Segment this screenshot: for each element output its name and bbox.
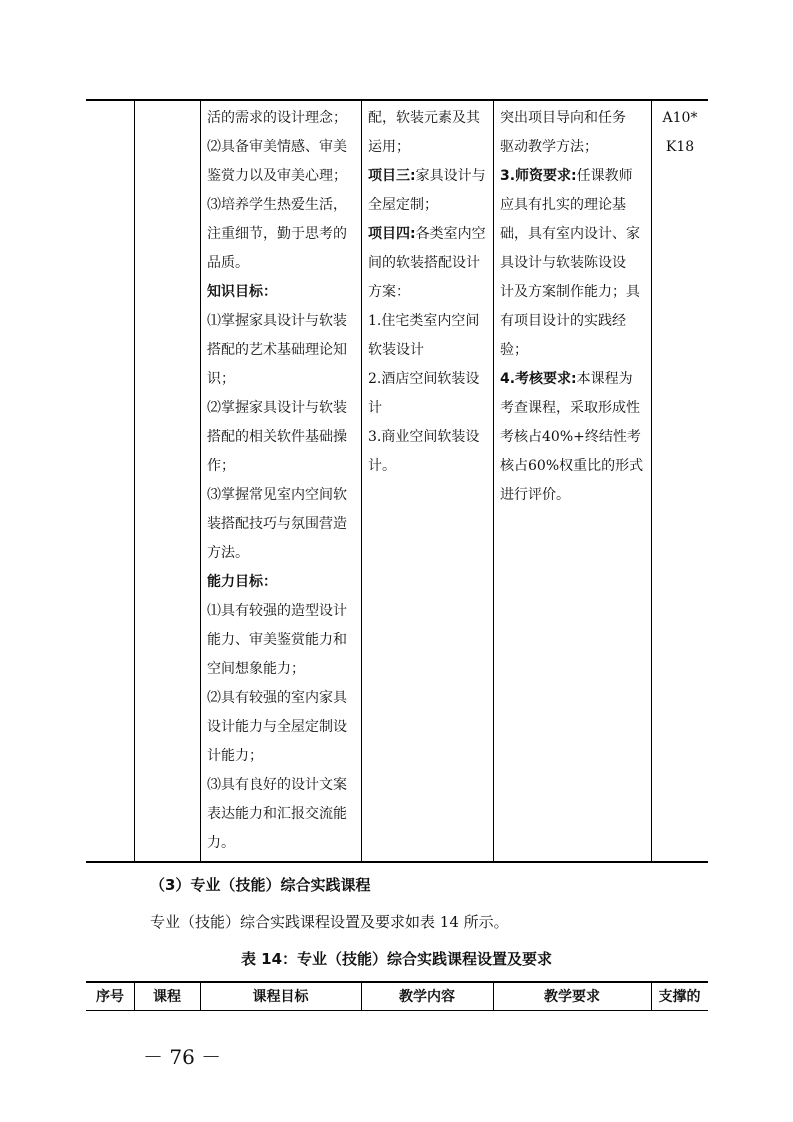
table14-header-bottom-border [86, 1010, 708, 1011]
knowledge-goals-heading: 知识目标： [207, 284, 277, 300]
table14-top-border [86, 981, 708, 983]
goal-line: 装搭配技巧与氛围营造 [207, 516, 347, 532]
column-divider [361, 100, 362, 862]
goal-line: 搭配的艺术基础理论知 [207, 342, 347, 358]
goal-line: ⑵掌握家具设计与软装 [207, 400, 347, 416]
body-text: 专业（技能）综合实践课程设置及要求如表 14 所示。 [150, 913, 509, 931]
project-three-text: 家具设计与 [415, 168, 486, 184]
teaching-requirements-cell [500, 104, 649, 510]
teacher-requirement-line [500, 162, 649, 191]
goal-line: 注重细节，勤于思考的 [207, 226, 347, 242]
column-divider [134, 100, 135, 862]
content-line: 计 [368, 400, 382, 416]
goal-line: 计能力； [207, 748, 263, 764]
goal-line: 力。 [207, 835, 235, 851]
content-line: 3.商业空间软装设 [368, 429, 480, 445]
section-heading: （3）专业（技能）综合实践课程 [150, 876, 371, 894]
goal-line: ⑶掌握常见室内空间软 [207, 487, 347, 503]
table-bottom-border [86, 861, 708, 863]
header-teaching-requirements: 教学要求 [544, 989, 600, 1005]
requirement-line: 有项目设计的实践经 [500, 313, 626, 329]
page-number: － 76 － [143, 1045, 222, 1069]
goal-line: 识； [207, 371, 235, 387]
course-goals-cell [207, 104, 359, 858]
content-line: 软装设计 [368, 342, 424, 358]
ability-goals-heading: 能力目标： [207, 574, 277, 590]
column-divider [493, 100, 494, 862]
content-line: 间的软装搭配设计 [368, 255, 480, 271]
requirement-line: 进行评价。 [500, 487, 570, 503]
requirement-line: 考核占40%+终结性考 [500, 429, 641, 445]
goal-line: ⑴掌握家具设计与软装 [207, 313, 347, 329]
goal-line: 能力、审美鉴赏能力和 [207, 632, 347, 648]
assessment-requirement-text: 本课程为 [576, 371, 633, 387]
header-teaching-content: 教学内容 [399, 989, 455, 1005]
goal-line: 品质。 [207, 255, 249, 271]
column-divider [200, 100, 201, 862]
content-line: 全屋定制； [368, 197, 438, 213]
goal-line: 设计能力与全屋定制设 [207, 719, 347, 735]
project-four-line [368, 220, 490, 249]
teaching-content-cell [368, 104, 490, 481]
goal-line: 作； [207, 458, 235, 474]
goal-line: ⑴具有较强的造型设计 [207, 603, 347, 619]
teacher-requirement-label: 3.师资要求: [500, 168, 577, 184]
requirement-line: 具设计与软装陈设设 [500, 255, 626, 271]
goal-line: 鉴赏力以及审美心理； [207, 168, 347, 184]
requirement-line: 核占60%权重比的形式 [500, 458, 644, 474]
goal-line: 空间想象能力； [207, 661, 305, 677]
goal-line: 活的需求的设计理念； [207, 110, 347, 126]
project-three-line [368, 162, 490, 191]
assessment-requirement-label: 4.考核要求: [500, 371, 577, 387]
content-line: 2.酒店空间软装设 [368, 371, 480, 387]
table-caption: 表 14：专业（技能）综合实践课程设置及要求 [240, 950, 553, 968]
requirement-line: 突出项目导向和任务 [500, 110, 626, 126]
project-three-label: 项目三: [368, 168, 416, 184]
column-divider [651, 100, 652, 862]
project-four-label: 项目四: [368, 226, 416, 242]
assessment-requirement-line [500, 365, 649, 394]
support-code: A10* [662, 110, 698, 126]
requirement-line: 驱动教学方法； [500, 139, 598, 155]
goal-line: ⑶具有良好的设计文案 [207, 777, 347, 793]
support-code: K18 [665, 139, 695, 155]
requirement-line: 考查课程，采取形成性 [500, 400, 640, 416]
header-course-goals: 课程目标 [252, 989, 309, 1005]
project-four-text: 各类室内空 [415, 226, 486, 242]
header-course: 课程 [153, 989, 181, 1005]
goal-line: ⑵具有较强的室内家具 [207, 690, 347, 706]
content-line: 方案： [368, 284, 410, 300]
header-support: 支撑的 [658, 989, 701, 1005]
teacher-requirement-text: 任课教师 [576, 168, 633, 184]
table-top-border [86, 99, 708, 101]
content-line: 配，软装元素及其 [368, 110, 480, 126]
goal-line: 搭配的相关软件基础操 [207, 429, 347, 445]
requirement-line: 验； [500, 342, 528, 358]
goal-line: 方法。 [207, 545, 249, 561]
requirement-line: 础，具有室内设计、家 [500, 226, 640, 242]
goal-line: ⑶培养学生热爱生活， [207, 197, 347, 213]
support-cell [652, 104, 708, 162]
content-line: 运用； [368, 139, 410, 155]
requirement-line: 应具有扎实的理论基 [500, 197, 626, 213]
content-line: 计。 [368, 458, 396, 474]
goal-line: 表达能力和汇报交流能 [207, 806, 347, 822]
goal-line: ⑵具备审美情感、审美 [207, 139, 347, 155]
requirement-line: 计及方案制作能力；具 [500, 284, 640, 300]
content-line: 1.住宅类室内空间 [368, 313, 480, 329]
header-index: 序号 [96, 989, 124, 1005]
